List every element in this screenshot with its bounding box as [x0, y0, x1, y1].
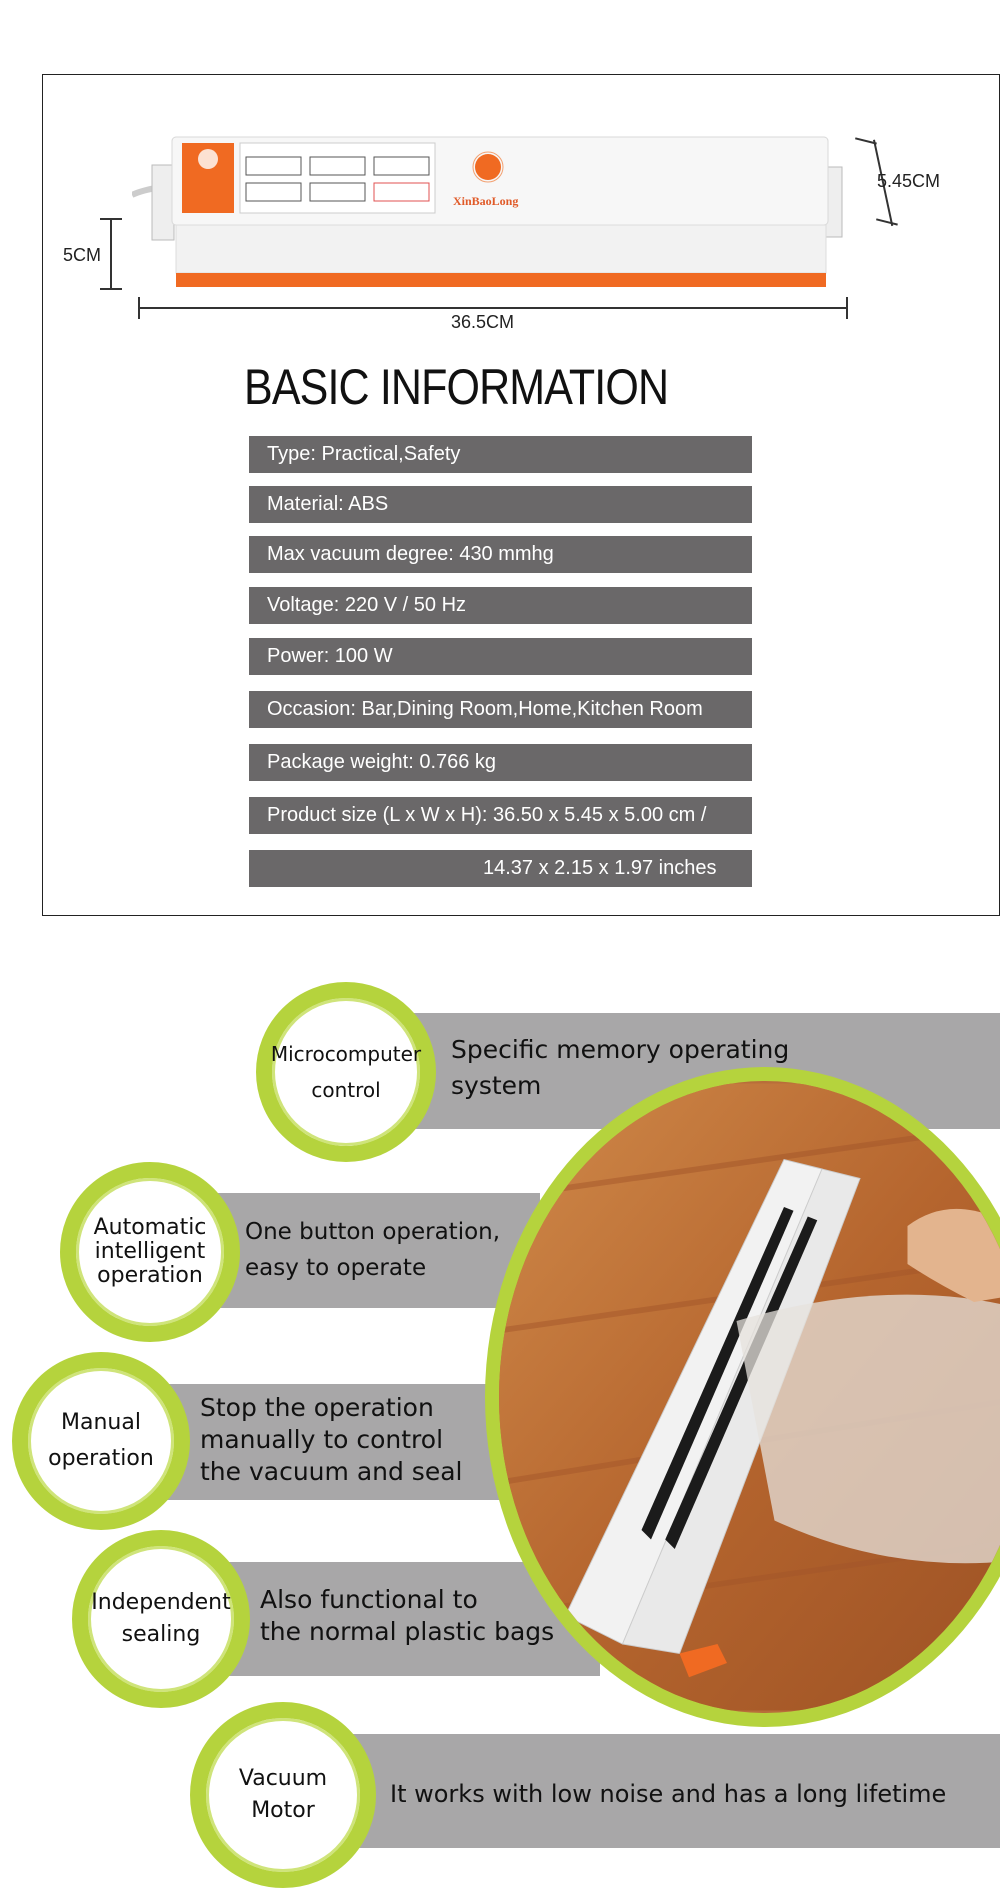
- feature-desc-2: One button operation, easy to operate: [245, 1219, 501, 1281]
- length-dimension-line: [138, 307, 848, 309]
- info-row-power: Power: 100 W: [249, 638, 752, 675]
- feature-circle-vacuum-motor: [190, 1702, 376, 1888]
- feature-desc-1: Specific memory operating system: [451, 1035, 790, 1100]
- feature-name-3: Manual operation: [48, 1410, 154, 1471]
- info-row-voltage: Voltage: 220 V / 50 Hz: [249, 587, 752, 624]
- feature-desc-4: Also functional to the normal plastic bags: [260, 1585, 555, 1646]
- feature-circle-independent: [72, 1530, 250, 1708]
- height-dimension-label: 5CM: [63, 245, 102, 265]
- length-dimension-label: 36.5CM: [451, 312, 515, 332]
- feature-name-5: Vacuum Motor: [238, 1766, 328, 1823]
- basic-information-title: BASIC INFORMATION: [244, 359, 669, 415]
- feature-name-4: Independent sealing: [91, 1590, 231, 1647]
- info-row-product-size-inches: 14.37 x 2.15 x 1.97 inches: [249, 850, 752, 887]
- feature-circle-automatic: [60, 1162, 240, 1342]
- feature-name-1: Microcomputer control: [270, 1042, 422, 1102]
- info-row-package-weight: Package weight: 0.766 kg: [249, 744, 752, 781]
- height-dimension-cap-top: [100, 218, 122, 220]
- vacuum-sealer-image: [132, 135, 852, 290]
- feature-name-2: Automatic intelligent operation: [93, 1215, 207, 1288]
- info-row-material: Material: ABS: [249, 486, 752, 523]
- info-row-occasion: Occasion: Bar,Dining Room,Home,Kitchen Room: [249, 691, 752, 728]
- height-dimension-cap-bottom: [100, 288, 122, 290]
- info-row-product-size: Product size (L x W x H): 36.50 x 5.45 x 5.00 cm /: [249, 797, 752, 834]
- brand-logo: XinBaoLong: [453, 194, 519, 208]
- info-row-vacuum-degree: Max vacuum degree: 430 mmhg: [249, 536, 752, 573]
- feature-circle-manual: [12, 1352, 190, 1530]
- length-dimension-cap-left: [138, 297, 140, 319]
- sealer-in-use-illustration: [499, 1081, 1000, 1713]
- info-row-type: Type: Practical,Safety: [249, 436, 752, 473]
- feature-circle-microcomputer: [256, 982, 436, 1162]
- depth-dimension-label: 5.45CM: [877, 171, 941, 191]
- feature-desc-3: Stop the operation manually to control the vacuum and seal: [200, 1393, 463, 1486]
- height-dimension-line: [110, 218, 112, 288]
- feature-desc-5: It works with low noise and has a long lifetime: [390, 1780, 947, 1808]
- length-dimension-cap-right: [846, 297, 848, 319]
